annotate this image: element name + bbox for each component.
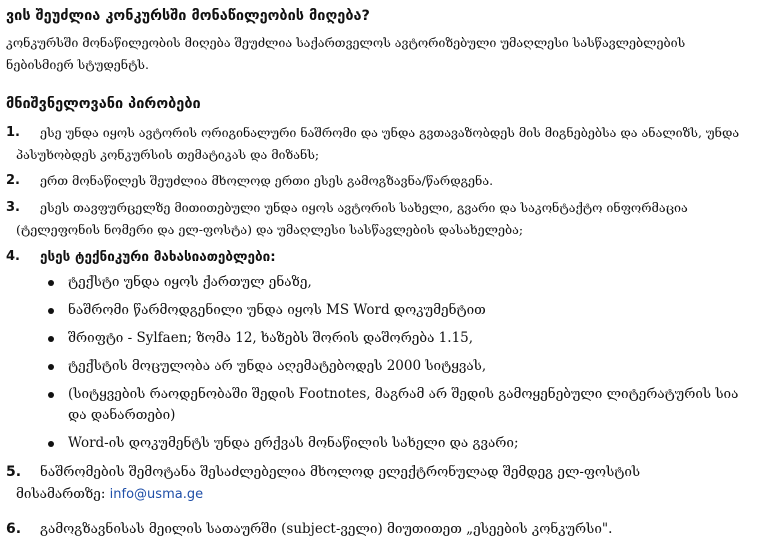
bullet-icon — [48, 308, 54, 314]
conditions-list — [6, 122, 751, 540]
bullet-icon — [48, 392, 54, 398]
condition-item-5 — [6, 461, 751, 506]
list-item — [40, 384, 751, 426]
bullet-icon — [48, 441, 54, 447]
item-text: გამოგზავნისას მეილის სათაურში (subject-ველი) მიუთითეთ „ესეების კონკურსი". — [40, 521, 613, 537]
item-text: ნაშრომების შემოტანა შესაძლებელია მხოლოდ ელექტრონულად შემდეგ ელ-ფოსტის — [40, 464, 641, 480]
eligibility-heading: ვის შეუძლია კონკურსში მონაწილეობის მიღება? — [6, 8, 370, 24]
list-item — [40, 433, 751, 454]
condition-item-4 — [6, 246, 751, 454]
eligibility-text: კონკურსში მონაწილეობის მიღება შეუძლია საქართველოს ავტორიზებული უმაღლესი სასწავლებლების ნებისმიერ სტუდენტს. — [6, 35, 686, 72]
technical-specs-list — [40, 272, 751, 454]
list-item-text: Word-ის დოკუმენტს უნდა ერქვას მონაწილის სახელი და გვარი; — [68, 435, 519, 451]
list-item — [40, 356, 751, 377]
conditions-heading: მნიშვნელოვანი პირობები — [6, 96, 201, 112]
item-number: 3. — [6, 200, 20, 215]
list-item — [40, 272, 751, 293]
list-item-text: შრიფტი - Sylfaen; ზომა 12, ხაზებს შორის დაშორება 1.15, — [68, 330, 474, 346]
condition-item-2 — [6, 170, 751, 192]
item-number: 4. — [6, 249, 20, 264]
address-label: მისამართზე: — [16, 486, 106, 502]
condition-item-6 — [6, 518, 751, 540]
document-page — [6, 6, 751, 540]
bullet-icon — [48, 280, 54, 286]
list-item — [40, 300, 751, 321]
item-number: 1. — [6, 125, 20, 140]
list-item-text: (სიტყვების რაოდენობაში შედის Footnotes, მაგრამ არ შედის გამოყენებული ლიტერატურის სია და დანართები) — [68, 386, 739, 423]
list-item-text: ნაშრომი წარმოდგენილი უნდა იყოს MS Word დოკუმენტით — [68, 302, 486, 318]
item-text-continued: პასუხობდეს კონკურსის თემატიკას და მიზანს; — [16, 147, 320, 162]
item-number: 6. — [6, 521, 22, 537]
email-link[interactable]: info@usma.ge — [109, 487, 204, 502]
list-item-text: ტექსტი უნდა იყოს ქართულ ენაზე, — [68, 274, 312, 290]
item-text: ესეს თავფურცელზე მითითებული უნდა იყოს ავტორის სახელი, გვარი და საკონტაქტო ინფორმაცია — [40, 200, 688, 215]
condition-item-1 — [6, 122, 751, 166]
list-item-text: ტექსტის მოცულობა არ უნდა აღემატებოდეს 2000 სიტყვას, — [68, 358, 487, 374]
item-text-continued — [16, 483, 751, 506]
item-number: 5. — [6, 464, 22, 480]
item-text: ერთ მონაწილეს შეუძლია მხოლოდ ერთი ესეს გამოგზავნა/წარდგენა. — [40, 173, 494, 188]
condition-item-3 — [6, 197, 751, 241]
item-text: ესე უნდა იყოს ავტორის ორიგინალური ნაშრომი და უნდა გვთავაზობდეს მის მიგნებებსა და ანალიზს, უნდა — [40, 125, 740, 140]
bullet-icon — [48, 336, 54, 342]
technical-specs-title: ესეს ტექნიკური მახასიათებლები: — [40, 249, 276, 265]
item-number: 2. — [6, 173, 20, 188]
list-item — [40, 328, 751, 349]
item-text-continued: (ტელეფონის ნომერი და ელ-ფოსტა) და უმაღლესი სასწავლების დასახელება; — [16, 222, 524, 237]
bullet-icon — [48, 364, 54, 370]
